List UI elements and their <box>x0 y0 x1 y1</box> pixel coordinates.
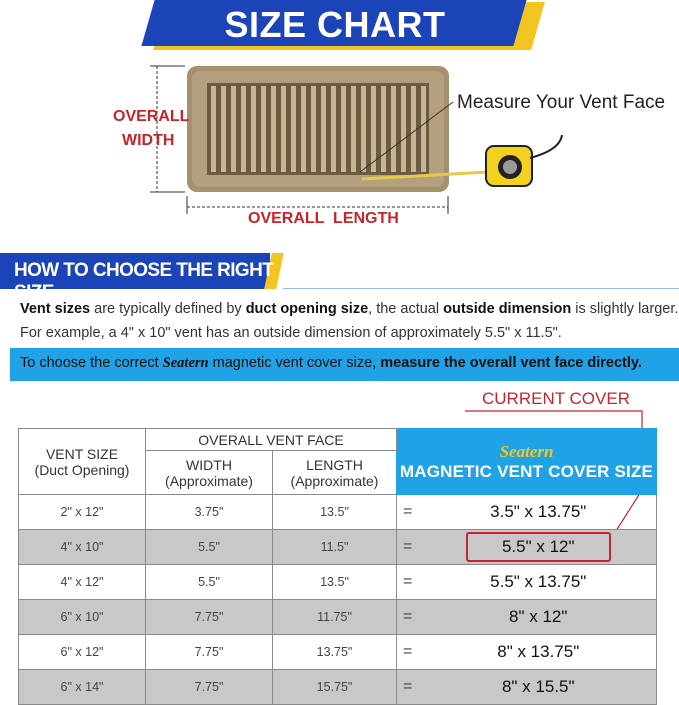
cover-size-header: Seatern MAGNETIC VENT COVER SIZE <box>397 429 657 495</box>
section-heading-text: HOW TO CHOOSE THE RIGHT SIZE <box>14 260 274 303</box>
current-cover-label: CURRENT COVER <box>482 389 630 408</box>
size-chart-banner <box>140 0 540 50</box>
length-header: LENGTH (Approximate) <box>273 451 397 495</box>
size-table <box>18 428 657 705</box>
length-label: OVERALL LENGTH <box>248 210 399 227</box>
section-heading <box>0 253 283 303</box>
intro-paragraph-2: For example, a 4" x 10" vent has an outside dimension of approximately 5.5" x 11.5". <box>20 325 562 341</box>
width-header: WIDTH (Approximate) <box>146 451 273 495</box>
page-title: SIZE CHART <box>224 4 446 45</box>
vent-diagram <box>0 50 679 235</box>
width-label-line1: OVERALL <box>113 108 190 125</box>
intro-paragraph-3: To choose the correct Seatern magnetic vent cover size, measure the overall vent face directly. <box>20 355 642 371</box>
table-row: 2" x 12" 3.75" 13.5" = 3.5" x 13.75" <box>19 495 657 530</box>
table-row: 4" x 12" 5.5" 13.5" = 5.5" x 13.75" <box>19 565 657 600</box>
current-cover-highlight: 5.5" x 12" <box>466 532 611 562</box>
vent-size-header: VENT SIZE (Duct Opening) <box>19 429 146 495</box>
table-row: 6" x 12" 7.75" 13.75" = 8" x 13.75" <box>19 635 657 670</box>
tape-measure-icon <box>486 135 562 186</box>
intro-paragraph-1: Vent sizes are typically defined by duct opening size, the actual outside dimension is slightly larger. <box>20 301 679 317</box>
table-row: 6" x 10" 7.75" 11.75" = 8" x 12" <box>19 600 657 635</box>
table-row: 4" x 10" 5.5" 11.5" = 5.5" x 12" <box>19 530 657 565</box>
brand-name: Seatern <box>499 441 554 461</box>
divider <box>283 288 679 289</box>
measure-label: Measure Your Vent Face <box>457 92 666 113</box>
vent-illustration <box>0 50 679 235</box>
table-row: 6" x 14" 7.75" 15.75" = 8" x 15.5" <box>19 670 657 705</box>
width-label-line2: WIDTH <box>122 132 175 149</box>
overall-face-header: OVERALL VENT FACE <box>146 429 397 451</box>
